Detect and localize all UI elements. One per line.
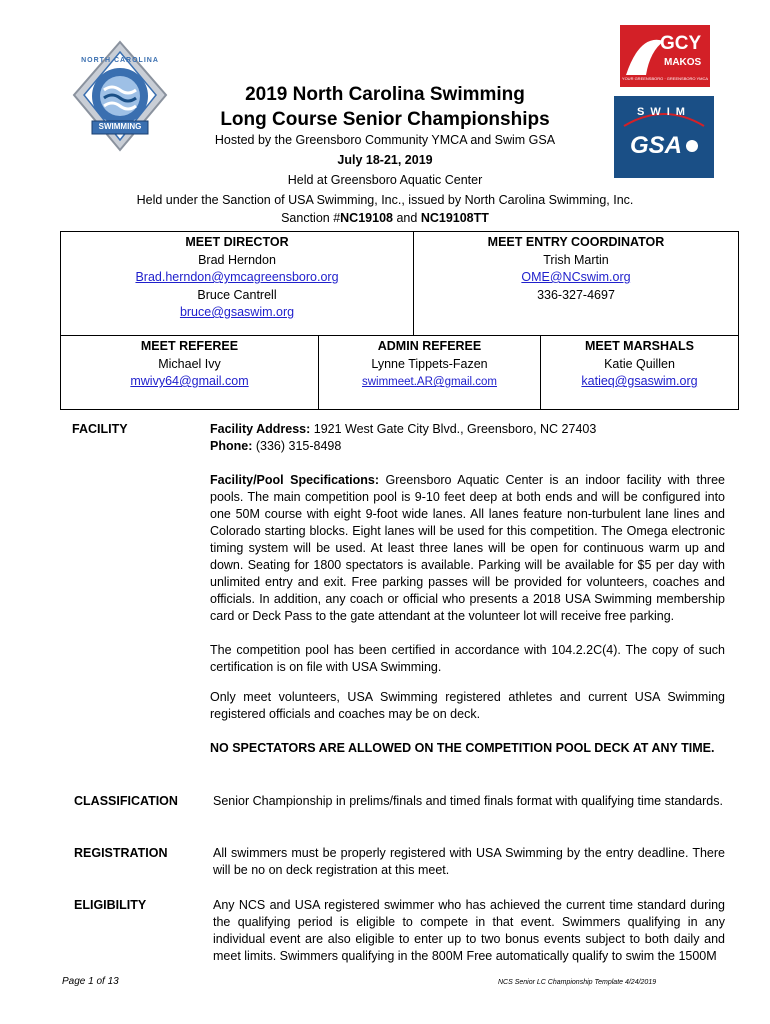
entry-coordinator-phone: 336-327-4697 (537, 287, 615, 302)
gsa-logo-top: SWIM (637, 106, 691, 118)
admin-referee-email[interactable]: swimmeet.AR@gmail.com (361, 376, 497, 388)
meet-marshals-heading: MEET MARSHALS (584, 339, 695, 353)
entry-coordinator-email[interactable]: OME@NCswim.org (521, 270, 631, 284)
meet-director-name-2: Bruce Cantrell (197, 287, 277, 302)
meet-director-email-1[interactable]: Brad.herndon@ymcagreensboro.org (135, 270, 339, 284)
facility-phone: (336) 315-8498 (255, 439, 342, 453)
meet-marshals-name: Katie Quillen (604, 356, 675, 371)
facility-address-label: Facility Address: (210, 422, 311, 436)
sanction-text: Held under the Sanction of USA Swimming, Inc., issued by North Carolina Swimming, Inc. (136, 193, 634, 207)
gcy-logo-subname: MAKOS (664, 57, 702, 68)
sanction-numbers (135, 208, 635, 228)
facility-phone-label: Phone: (210, 439, 253, 453)
facility-address-line (210, 421, 725, 438)
gcy-logo-name: GCY (660, 33, 702, 54)
sanction-number-2: NC19108TT (420, 211, 489, 225)
meet-dates: July 18-21, 2019 (337, 153, 433, 167)
meet-director-name-1: Brad Herndon (198, 252, 276, 267)
gcy-logo-tagline: YOUR GREENSBORO · GREENSBORO YMCA (621, 76, 709, 81)
facility-deck-access: Only meet volunteers, USA Swimming registered athletes and current USA Swimming registered officials and coaches may be on deck. (210, 690, 725, 721)
sanction-and: and (396, 211, 418, 225)
facility-phone-line (210, 438, 725, 455)
facility-certification: The competition pool has been certified in accordance with 104.2.2C(4). The copy of such certification is on file with USA Swimming. (210, 643, 725, 674)
gcy-logo (620, 25, 710, 87)
facility-label: FACILITY (72, 422, 128, 436)
meet-marshals-email[interactable]: katieq@gsaswim.org (581, 374, 698, 388)
meet-director-cell (61, 232, 414, 336)
venue: Held at Greensboro Aquatic Center (287, 173, 483, 187)
registration-label: REGISTRATION (74, 846, 168, 860)
title-line-2: Long Course Senior Championships (220, 109, 550, 130)
admin-referee-name: Lynne Tippets-Fazen (371, 356, 488, 371)
meet-marshals-cell (541, 336, 739, 410)
meet-referee-heading: MEET REFEREE (140, 339, 239, 353)
registration-text: All swimmers must be properly registered with USA Swimming by the entry deadline. There will be no on deck registration at this meet. (213, 846, 725, 877)
template-note: NCS Senior LC Championship Template 4/24/2019 (498, 979, 657, 986)
facility-specs-text: Greensboro Aquatic Center is an indoor facility with three pools. The main competition pool is 9-10 feet deep at both ends and will be configured into one 50M course with eight 9-foot wide lanes. All lanes feature non-turbulent lane lines and Colorado starting blocks. Eight lanes will be used for this competition. The Omega electronic timing system will be used. At least three lanes will be open for continuous warm up and down. Seating for 1800 spectators is available. Parking will be available for $5 per day with unlimited entry and exit. Free parking passes will be provided for volunteers, coaches and officials. In addition, any coach or official who presents a 2018 USA Swimming membership card or Deck Pass to the gate attendant at the volunteer lot will receive free parking. (210, 473, 725, 623)
title-line-1: 2019 North Carolina Swimming (245, 84, 525, 105)
sanction-prefix: Sanction # (281, 211, 341, 225)
eligibility-text: Any NCS and USA registered swimmer who has achieved the current time standard during the qualifying period is eligible to compete in that event. Swimmers qualifying in any individual event are also eligible to enter up to two bonus events subject to both daily and meet limits. Swimmers qualifying in the 800M Free automatically qualify to swim the 1500M (213, 898, 725, 963)
contacts-table-top (60, 231, 739, 336)
page-number: Page 1 of 13 (62, 976, 119, 987)
meet-director-heading: MEET DIRECTOR (185, 235, 289, 249)
admin-referee-heading: ADMIN REFEREE (377, 339, 482, 353)
classification-text: Senior Championship in prelims/finals and timed finals format with qualifying time standards. (213, 794, 723, 808)
meet-director-email-2[interactable]: bruce@gsaswim.org (179, 305, 295, 319)
facility-specs-label: Facility/Pool Specifications: (210, 473, 380, 487)
facility-warning: NO SPECTATORS ARE ALLOWED ON THE COMPETITION POOL DECK AT ANY TIME. (210, 741, 715, 755)
entry-coordinator-heading: MEET ENTRY COORDINATOR (487, 235, 665, 249)
classification-label: CLASSIFICATION (74, 794, 178, 808)
gsa-logo-name: GSA (630, 132, 683, 159)
eligibility-label: ELIGIBILITY (74, 898, 147, 912)
admin-referee-cell (319, 336, 541, 410)
hosted-by: Hosted by the Greensboro Community YMCA and Swim GSA (214, 133, 556, 147)
meet-referee-email[interactable]: mwivy64@gmail.com (130, 374, 249, 388)
entry-coordinator-cell (414, 232, 739, 336)
facility-specs (210, 472, 725, 625)
facility-address: 1921 West Gate City Blvd., Greensboro, NC 27403 (313, 422, 597, 436)
entry-coordinator-name: Trish Martin (543, 252, 609, 267)
sanction-number-1: NC19108 (340, 211, 393, 225)
meet-referee-cell (61, 336, 319, 410)
ncs-logo-top-text: NORTH CAROLINA (81, 57, 159, 64)
contacts-table-bottom (60, 335, 739, 410)
meet-referee-name: Michael Ivy (158, 356, 221, 371)
ncs-logo-banner-text: SWIMMING (98, 122, 142, 131)
